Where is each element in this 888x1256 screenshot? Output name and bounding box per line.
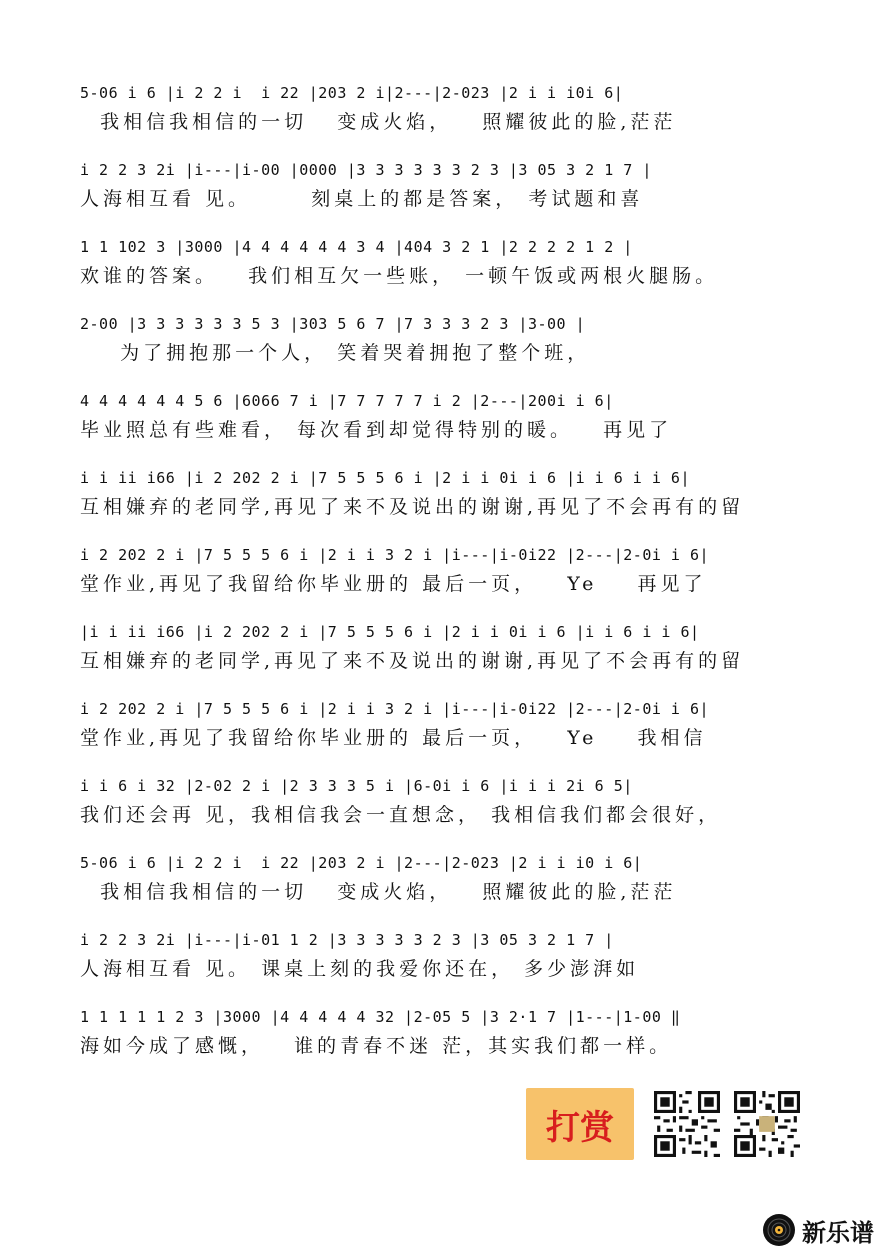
score-system-5 xyxy=(80,386,808,463)
qr-code-icon[interactable] xyxy=(734,1091,800,1157)
score-system-3 xyxy=(80,232,808,309)
lyrics-line: 我们还会再 见，我相信我会一直想念， 我相信我们都会很好， xyxy=(80,804,722,826)
brand-name: 新乐谱 xyxy=(802,1218,874,1247)
reward-button[interactable] xyxy=(526,1088,634,1160)
notation-line: 5-06 i 6 |i 2 2 i i 22 |203 2 i|2---|2-023 |2 i i i0i 6| xyxy=(80,84,624,102)
score-system-10 xyxy=(80,771,808,848)
notation-line: i i 6 i 32 |2-02 2 i |2 3 3 3 5 i |6-0i i 6 |i i i 2i 6 5| xyxy=(80,777,633,795)
notation-line: 2-00 |3 3 3 3 3 3 5 3 |303 5 6 7 |7 3 3 3 2 3 |3-00 | xyxy=(80,315,586,333)
notation-line: |i i ii i66 |i 2 202 2 i |7 5 5 5 6 i |2 i i 0i i 6 |i i 6 i i 6| xyxy=(80,623,700,641)
notation-line: 4 4 4 4 4 4 5 6 |6066 7 i |7 7 7 7 7 i 2 |2---|200i i 6| xyxy=(80,392,614,410)
score-system-1 xyxy=(80,78,808,155)
score-system-12 xyxy=(80,925,808,1002)
score-system-11 xyxy=(80,848,808,925)
notation-line: i 2 202 2 i |7 5 5 5 6 i |2 i i 3 2 i |i---|i-0i22 |2---|2-0i i 6| xyxy=(80,546,710,564)
lyrics-line: 堂作业,再见了我留给你毕业册的 最后一页， Ye 我相信 xyxy=(80,727,707,749)
lyrics-line: 人海相互看 见。 刻桌上的都是答案， 考试题和喜 xyxy=(80,188,644,210)
jianpu-score xyxy=(80,78,808,1079)
notation-line: 5-06 i 6 |i 2 2 i i 22 |203 2 i |2---|2-023 |2 i i i0 i 6| xyxy=(80,854,643,872)
qr-code-icon[interactable] xyxy=(654,1091,720,1157)
notation-line: i 2 2 3 2i |i---|i-00 |0000 |3 3 3 3 3 3 2 3 |3 05 3 2 1 7 | xyxy=(80,161,652,179)
lyrics-line: 海如今成了感慨， 谁的青春不迷 茫，其实我们都一样。 xyxy=(80,1035,673,1057)
notation-line: i i ii i66 |i 2 202 2 i |7 5 5 5 6 i |2 i i 0i i 6 |i i 6 i i 6| xyxy=(80,469,690,487)
lyrics-line: 互相嫌弃的老同学,再见了来不及说出的谢谢,再见了不会再有的留 xyxy=(80,496,745,518)
score-system-13 xyxy=(80,1002,808,1079)
score-system-6 xyxy=(80,463,808,540)
lyrics-line: 欢谁的答案。 我们相互欠一些账， 一顿午饭或两根火腿肠。 xyxy=(80,265,719,287)
lyrics-line: 人海相互看 见。 课桌上刻的我爱你还在， 多少澎湃如 xyxy=(80,958,640,980)
notation-line: 1 1 102 3 |3000 |4 4 4 4 4 4 3 4 |404 3 2 1 |2 2 2 2 1 2 | xyxy=(80,238,633,256)
lyrics-line: 毕业照总有些难看， 每次看到却觉得特别的暖。 再见了 xyxy=(80,419,673,441)
score-system-4 xyxy=(80,309,808,386)
score-system-8 xyxy=(80,617,808,694)
lyrics-line: 互相嫌弃的老同学,再见了来不及说出的谢谢,再见了不会再有的留 xyxy=(80,650,745,672)
lyrics-line: 我相信我相信的一切 变成火焰， 照耀彼此的脸,茫茫 xyxy=(80,111,677,133)
brand-logo xyxy=(762,1210,874,1250)
lyrics-line: 我相信我相信的一切 变成火焰， 照耀彼此的脸,茫茫 xyxy=(80,881,677,903)
lyrics-line: 堂作业,再见了我留给你毕业册的 最后一页， Ye 再见了 xyxy=(80,573,707,595)
score-system-7 xyxy=(80,540,808,617)
reward-label: 打赏 xyxy=(546,1107,614,1148)
vinyl-record-icon xyxy=(762,1213,796,1247)
notation-line: 1 1 1 1 1 2 3 |3000 |4 4 4 4 4 32 |2-05 5 |3 2·1 7 |1---|1-00 ‖ xyxy=(80,1008,681,1026)
score-system-9 xyxy=(80,694,808,771)
notation-line: i 2 202 2 i |7 5 5 5 6 i |2 i i 3 2 i |i---|i-0i22 |2---|2-0i i 6| xyxy=(80,700,710,718)
lyrics-line: 为了拥抱那一个人， 笑着哭着拥抱了整个班， xyxy=(80,342,591,364)
notation-line: i 2 2 3 2i |i---|i-01 1 2 |3 3 3 3 3 2 3 |3 05 3 2 1 7 | xyxy=(80,931,614,949)
score-system-2 xyxy=(80,155,808,232)
